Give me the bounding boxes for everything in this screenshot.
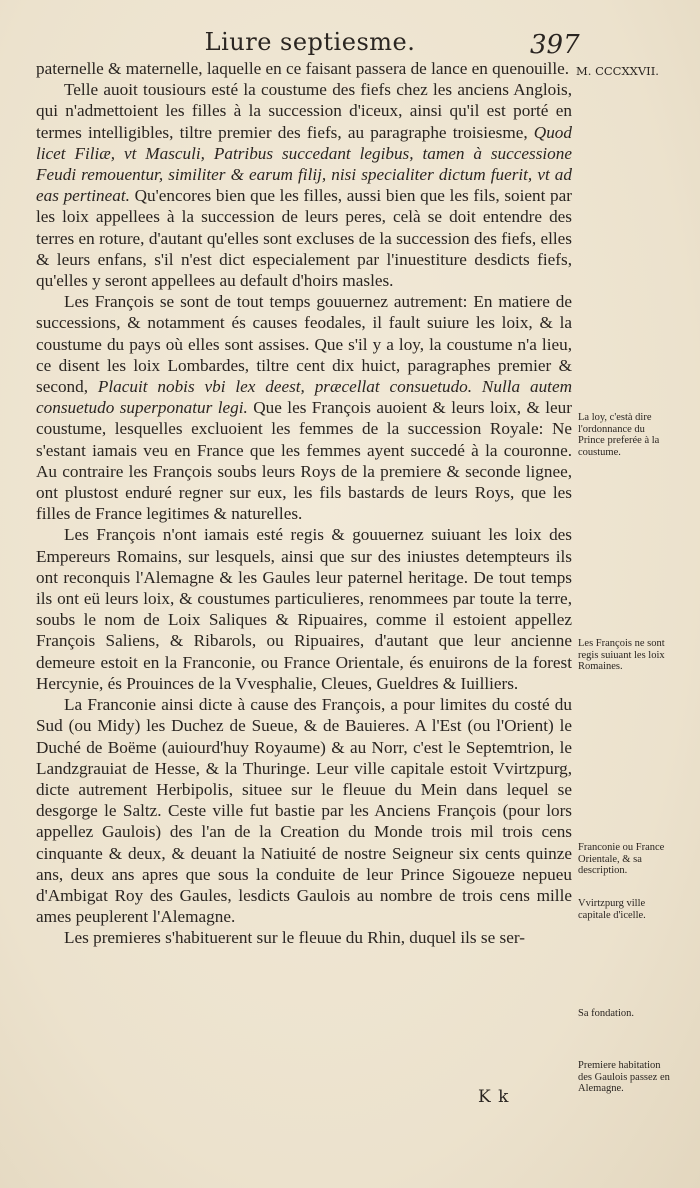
text-run: Les François se sont de tout temps gouuernez autrement: En matiere de successions, & notamment és causes feodales, il fault suiure les loix, & la coustume du pays où elles sont assises. Que s'il y a loy, la coustume n'a lieu, ce disent les loix Lombardes, tiltre cent dix huict, paragraphes premier & second, xyxy=(36,292,572,397)
paragraph xyxy=(36,694,572,927)
text-run: paternelle & maternelle, laquelle en ce faisant passera de lance en quenouille. xyxy=(36,59,570,78)
text-run: Qu'encores bien que les filles, aussi bien que les fils, soient par les loix appellees à la succession de leurs peres, celà se doit entendre des terres en roture, d'autant qu'elles sont excluses de la succession des fiefs, elles & leurs enfans, s'il n'est dict especialement par l'inuestiture desdicts fiefs, qu'elles y seront appellees au default d'hoirs masles. xyxy=(36,186,573,291)
marginal-note-premiere-habitation: Premiere habitation des Gaulois passez en Alemagne. xyxy=(578,1060,670,1094)
marginal-note-loy: La loy, c'està dire l'ordonnance du Prince preferée à la coustume. xyxy=(578,412,660,458)
paragraph xyxy=(36,58,572,79)
paragraph xyxy=(36,927,572,948)
paragraph xyxy=(36,79,572,291)
marginal-note-franconie: Franconie ou France Orientale, & sa description. xyxy=(578,842,665,876)
signature-mark: K k xyxy=(478,1087,510,1107)
body-text xyxy=(36,58,572,949)
paragraph xyxy=(36,524,572,694)
text-run: Les premieres s'habituerent sur le fleuue du Rhin, duquel ils se ser- xyxy=(64,928,525,948)
text-run: Telle auoit tousiours esté la coustume des fiefs chez les anciens Anglois, qui n'admettoient les filles à la succession d'iceux, ainsi qu'il est porté en termes intelligibles, tiltre premier des fiefs, au paragraphe troisiesme, xyxy=(36,80,572,142)
page-number: 397 xyxy=(530,30,580,60)
paragraph xyxy=(36,291,572,524)
latin-quotation: Quod licet Filiæ, vt Masculi, Patribus succedant legibus, tamen à successione Feudi remouentur, similiter & earum filij, nisi specialiter dictum fuerit, vt ad eas pertineat. xyxy=(36,122,572,206)
marginal-note-loix-romaines: Les François ne sont regis suiuant les loix Romaines. xyxy=(578,638,665,672)
marginal-note-vvirtzpurg: Vvirtzpurg ville capitale d'icelle. xyxy=(578,898,646,921)
marginal-note-fondation: Sa fondation. xyxy=(578,1008,634,1019)
latin-quotation: Placuit nobis vbi lex deest, præcellat consuetudo. Nulla autem consuetudo superponatur legi. xyxy=(36,377,572,418)
text-run: Que les François auoient & leurs loix, & leur coustume, lesquelles excluoient les femmes de la succession Royale: Ne s'estant iamais veu en France que les femmes ayent succedé à la couronne. Au contraire les François soubs leurs Roys de la premiere & seconde lignee, ont plustost enduré regner sur eux, les fils bastards de leurs Roys, que les filles de France legitimes & naturelles. xyxy=(36,398,572,524)
year-marker: M. CCCXXVII. xyxy=(576,64,659,78)
running-title: Liure septiesme. xyxy=(204,28,416,56)
text-run: Les François n'ont iamais esté regis & gouuernez suiuant les loix des Empereurs Romains, sur lesquels, ainsi que sur des iniustes detempteurs ils ont reconquis l'Alemagne & les Gaules leur paternel heritage. De tout temps ils ont eü leurs loix, & coustumes particulieres, renommees par toute la terre, soubs le nom de Loix Saliques & Ripuaires, comme il estoient appellez François Saliens, & Ribarols, ou Ripuaires, d'autant que leur ancienne demeure estoit en la Franconie, ou France Orientale, és enuirons de la forest Hercynie, és Prouinces de la Vvesphalie, Cleues, Gueldres & Iuilliers. xyxy=(36,525,572,693)
text-run: La Franconie ainsi dicte à cause des François, a pour limites du costé du Sud (ou Midy) les Duchez de Sueue, & de Bauieres. A l'Est (ou l'Orient) le Duché de Boëme (auiourd'huy Royaume) & au Norr, c'est le Septemtrion, le Landzgrauiat de Hesse, & la Thuringe. Leur ville capitale estoit Vvirtzpurg, dicte autrement Herbipolis, situee sur le fleuue du Mein dans lequel se desgorge le Saltz. Ceste ville fut bastie par les Anciens François (pour lors appellez Gaulois) des l'an de la Creation du Monde trois mil trois cens cinquante & deux, & deuant la Natiuité de nostre Seigneur six cents quinze ans, deux ans apres que sous la conduite de leur Prince Sigoueze nepueu d'Ambigat Roy des Gaules, lesdicts Gaulois au nombre de trois cens mille ames peuplerent l'Alemagne. xyxy=(36,695,572,927)
